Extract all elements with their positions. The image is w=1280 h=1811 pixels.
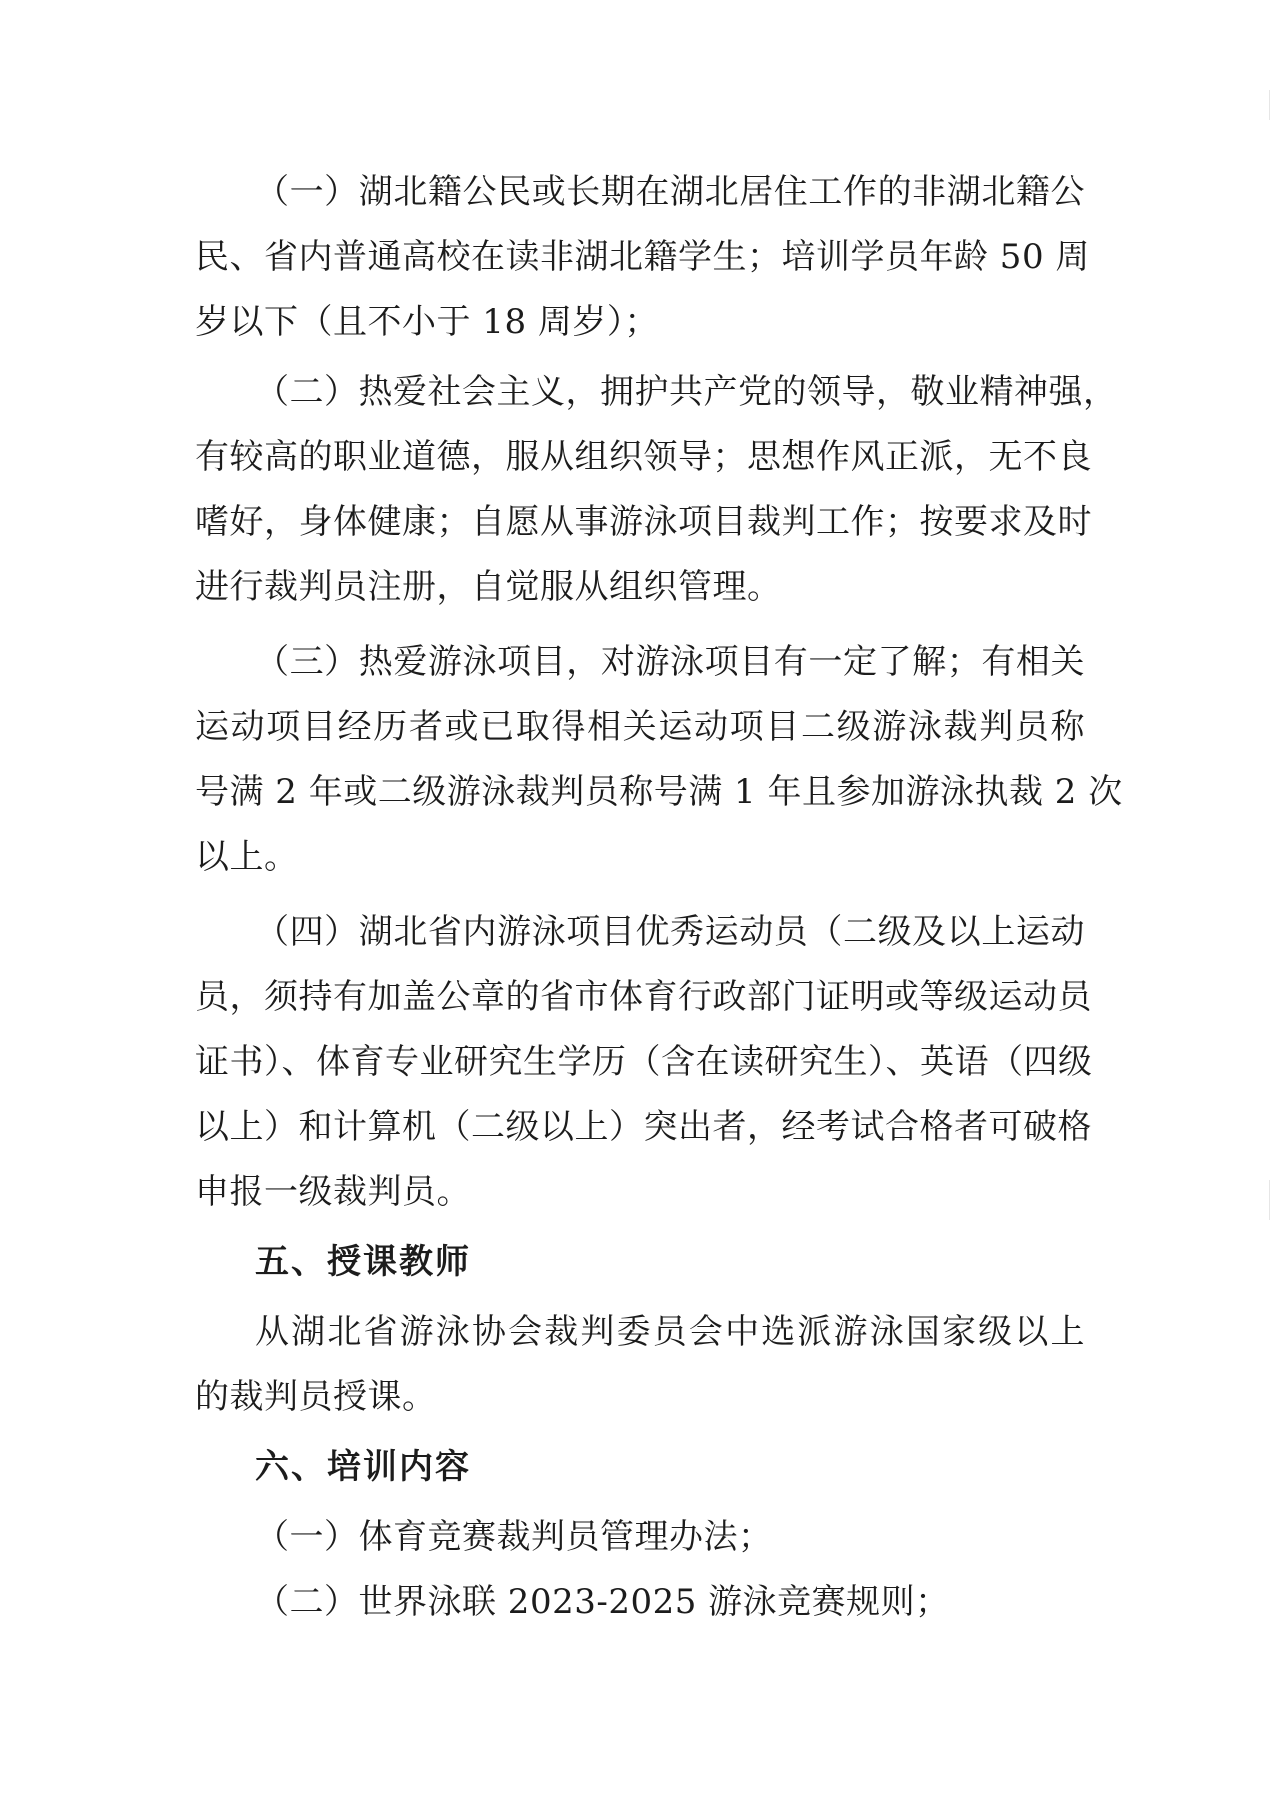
section-6-heading: 六、培训内容: [255, 1447, 471, 1487]
paragraph-4-line-2: 员，须持有加盖公章的省市体育行政部门证明或等级运动员: [195, 977, 1092, 1017]
paragraph-4-line-5: 申报一级裁判员。: [195, 1172, 471, 1212]
paragraph-3-line-4: 以上。: [195, 837, 299, 877]
paragraph-2-line-2: 有较高的职业道德，服从组织领导；思想作风正派，无不良: [195, 437, 1092, 477]
paragraph-1-line-3: 岁以下（且不小于 18 周岁）；: [195, 302, 659, 342]
section-6-item-1: （一）体育竞赛裁判员管理办法；: [255, 1517, 773, 1557]
paragraph-4-line-3: 证书）、体育专业研究生学历（含在读研究生）、英语（四级: [195, 1042, 1093, 1082]
paragraph-1-line-1: （一）湖北籍公民或长期在湖北居住工作的非湖北籍公: [255, 172, 1085, 212]
section-5-heading: 五、授课教师: [255, 1242, 471, 1282]
scan-artifact: [1269, 90, 1270, 120]
paragraph-2-line-4: 进行裁判员注册，自觉服从组织管理。: [195, 567, 782, 607]
section-5-line-2: 的裁判员授课。: [195, 1377, 437, 1417]
paragraph-4-line-1: （四）湖北省内游泳项目优秀运动员（二级及以上运动: [255, 912, 1085, 952]
scan-artifact: [1269, 1180, 1270, 1220]
paragraph-3-line-1: （三）热爱游泳项目，对游泳项目有一定了解；有相关: [255, 642, 1085, 682]
paragraph-3-line-3: 号满 2 年或二级游泳裁判员称号满 1 年且参加游泳执裁 2 次: [195, 772, 1123, 812]
paragraph-4-line-4: 以上）和计算机（二级以上）突出者，经考试合格者可破格: [195, 1107, 1092, 1147]
paragraph-3-line-2: 运动项目经历者或已取得相关运动项目二级游泳裁判员称: [195, 707, 1085, 747]
section-6-item-2: （二）世界泳联 2023-2025 游泳竞赛规则；: [255, 1582, 950, 1622]
paragraph-1-line-2: 民、省内普通高校在读非湖北籍学生；培训学员年龄 50 周: [195, 237, 1090, 277]
paragraph-2-line-3: 嗜好，身体健康；自愿从事游泳项目裁判工作；按要求及时: [195, 502, 1092, 542]
paragraph-2-line-1: （二）热爱社会主义，拥护共产党的领导，敬业精神强，: [255, 372, 1118, 412]
section-5-line-1: 从湖北省游泳协会裁判委员会中选派游泳国家级以上: [255, 1312, 1085, 1352]
